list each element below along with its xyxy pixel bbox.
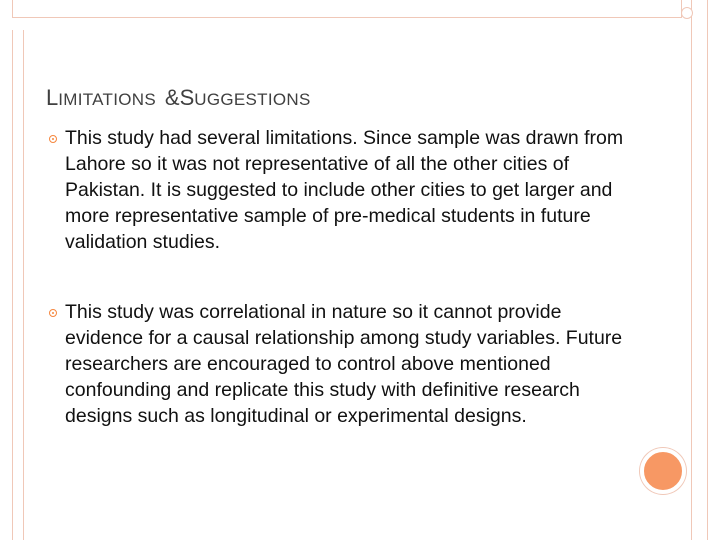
- frame-right-border: [691, 0, 708, 540]
- small-circle-ornament-icon: [681, 7, 693, 19]
- bullet-item: [46, 125, 626, 255]
- ring-bullet-icon: [49, 309, 57, 317]
- title-initial: S: [179, 85, 195, 110]
- bullet-text: This study was correlational in nature so it cannot provide evidence for a causal relationship among study variables. Future researchers are encouraged to control above mentioned confounding and replicate this study with definitive research designs such as longitudinal or experimental designs.: [65, 301, 623, 427]
- slide-title: [46, 78, 311, 110]
- title-initial: L: [46, 85, 59, 110]
- ring-bullet-icon: [49, 135, 57, 143]
- bullet-list: [46, 125, 626, 429]
- bullet-text: This study had several limitations. Since sample was drawn from Lahore so it was not representative of all the other cities of Pakistan. It is suggested to include other cities to get larger and more representative sample of pre-medical students in future validation studies.: [65, 127, 624, 253]
- frame-top-border: [12, 0, 682, 18]
- frame-left-border: [12, 30, 24, 540]
- circle-ornament-icon: [640, 448, 686, 494]
- title-rest: UGGESTIONS: [194, 90, 311, 109]
- title-rest: IMITATIONS: [58, 90, 157, 109]
- title-ampersand: &: [164, 85, 180, 110]
- bullet-item: [46, 299, 626, 429]
